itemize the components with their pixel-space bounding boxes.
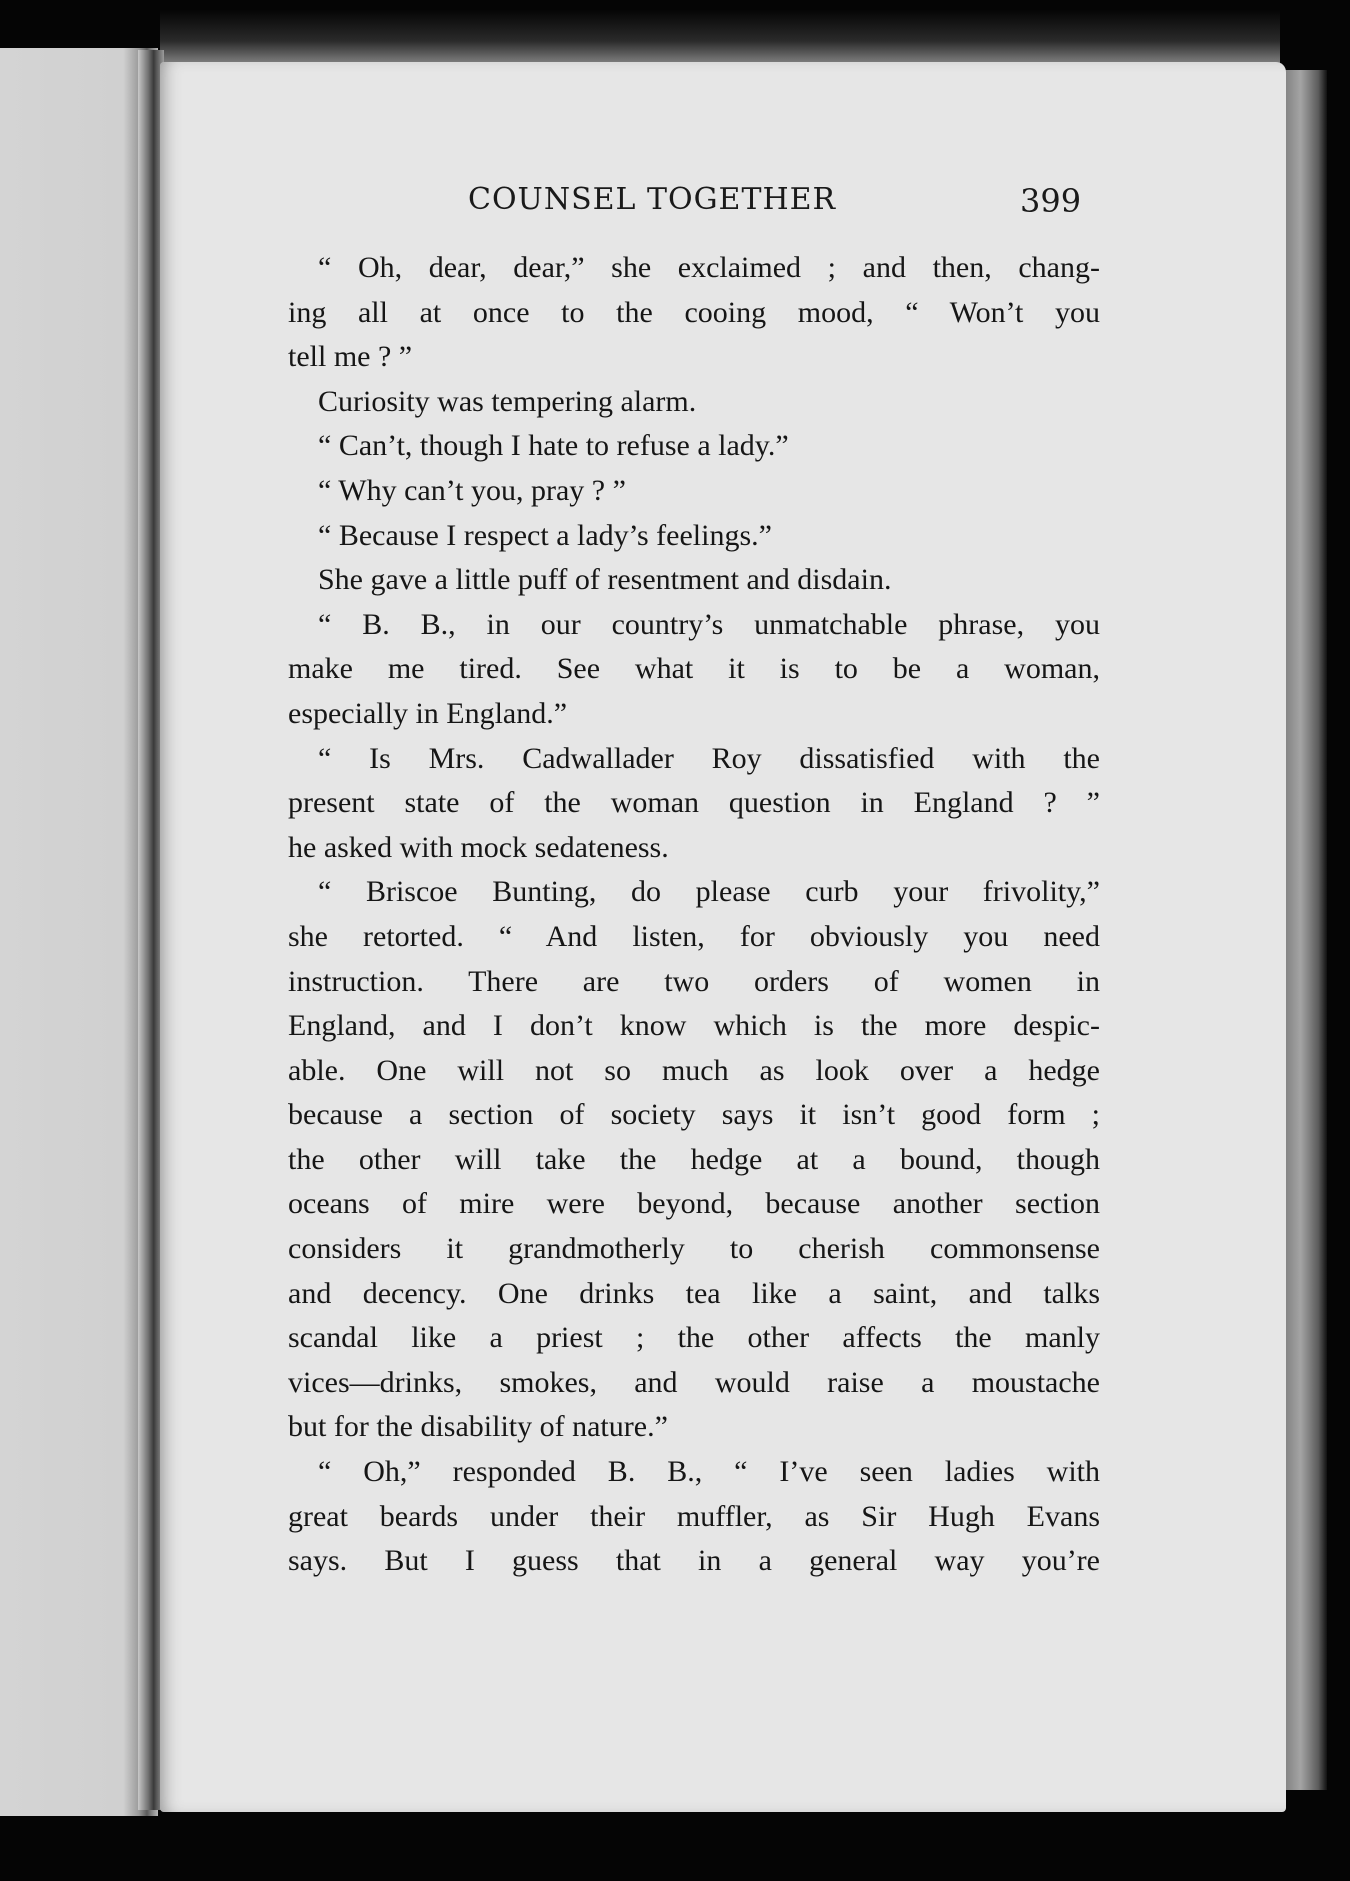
- text-line: “ Briscoe Bunting, do please curb your frivolity,”: [318, 875, 1100, 909]
- text-line: great beards under their muffler, as Sir Hugh Evans: [288, 1499, 1100, 1533]
- text-line: but for the disability of nature.”: [288, 1410, 668, 1444]
- text-line: vices—drinks, smokes, and would raise a moustache: [288, 1365, 1100, 1399]
- text-line: “ Why can’t you, pray ? ”: [318, 473, 626, 507]
- text-line: Curiosity was tempering alarm.: [318, 384, 697, 418]
- text-line: “ Oh,” responded B. B., “ I’ve seen ladies with: [318, 1455, 1100, 1489]
- text-line: “ Oh, dear, dear,” she exclaimed ; and then, chang-: [318, 251, 1100, 284]
- body-text: [288, 246, 1100, 1584]
- text-line: he asked with mock sedateness.: [288, 830, 669, 864]
- page: [160, 62, 1286, 1812]
- text-line: oceans of mire were beyond, because another section: [288, 1187, 1100, 1221]
- text-line: able. One will not so much as look over a hedge: [288, 1053, 1100, 1087]
- page-number: 399: [1020, 182, 1082, 220]
- text-line: the other will take the hedge at a bound, though: [288, 1142, 1100, 1176]
- text-line: “ Can’t, though I hate to refuse a lady.”: [318, 429, 789, 463]
- text-line: tell me ? ”: [288, 340, 413, 374]
- text-line: She gave a little puff of resentment and disdain.: [318, 563, 892, 597]
- text-line: especially in England.”: [288, 696, 568, 730]
- text-line: scandal like a priest ; the other affects the manly: [288, 1321, 1100, 1355]
- text-line: “ B. B., in our country’s unmatchable phrase, you: [318, 607, 1100, 641]
- text-line: “ Because I respect a lady’s feelings.”: [318, 518, 772, 552]
- text-line: “ Is Mrs. Cadwallader Roy dissatisfied with the: [318, 741, 1100, 775]
- text-line: and decency. One drinks tea like a saint, and talks: [288, 1276, 1100, 1310]
- text-line: England, and I don’t know which is the more despic-: [288, 1009, 1100, 1043]
- text-line: considers it grandmotherly to cherish commonsense: [288, 1232, 1100, 1266]
- right-page-edge: [1283, 70, 1327, 1790]
- text-line: says. But I guess that in a general way you’re: [288, 1544, 1100, 1578]
- text-line: present state of the woman question in England ? ”: [288, 786, 1100, 820]
- text-line: instruction. There are two orders of women in: [288, 964, 1100, 998]
- text-line: ing all at once to the cooing mood, “ Won’t you: [288, 295, 1100, 329]
- top-page-edge: [160, 10, 1280, 66]
- text-line: she retorted. “ And listen, for obviously you need: [288, 919, 1100, 953]
- text-line: make me tired. See what it is to be a woman,: [288, 652, 1100, 686]
- running-head: [160, 170, 1286, 230]
- text-line: because a section of society says it isn’t good form ;: [288, 1098, 1100, 1132]
- left-page-edge: [0, 48, 158, 1816]
- running-title: COUNSEL TOGETHER: [468, 182, 837, 217]
